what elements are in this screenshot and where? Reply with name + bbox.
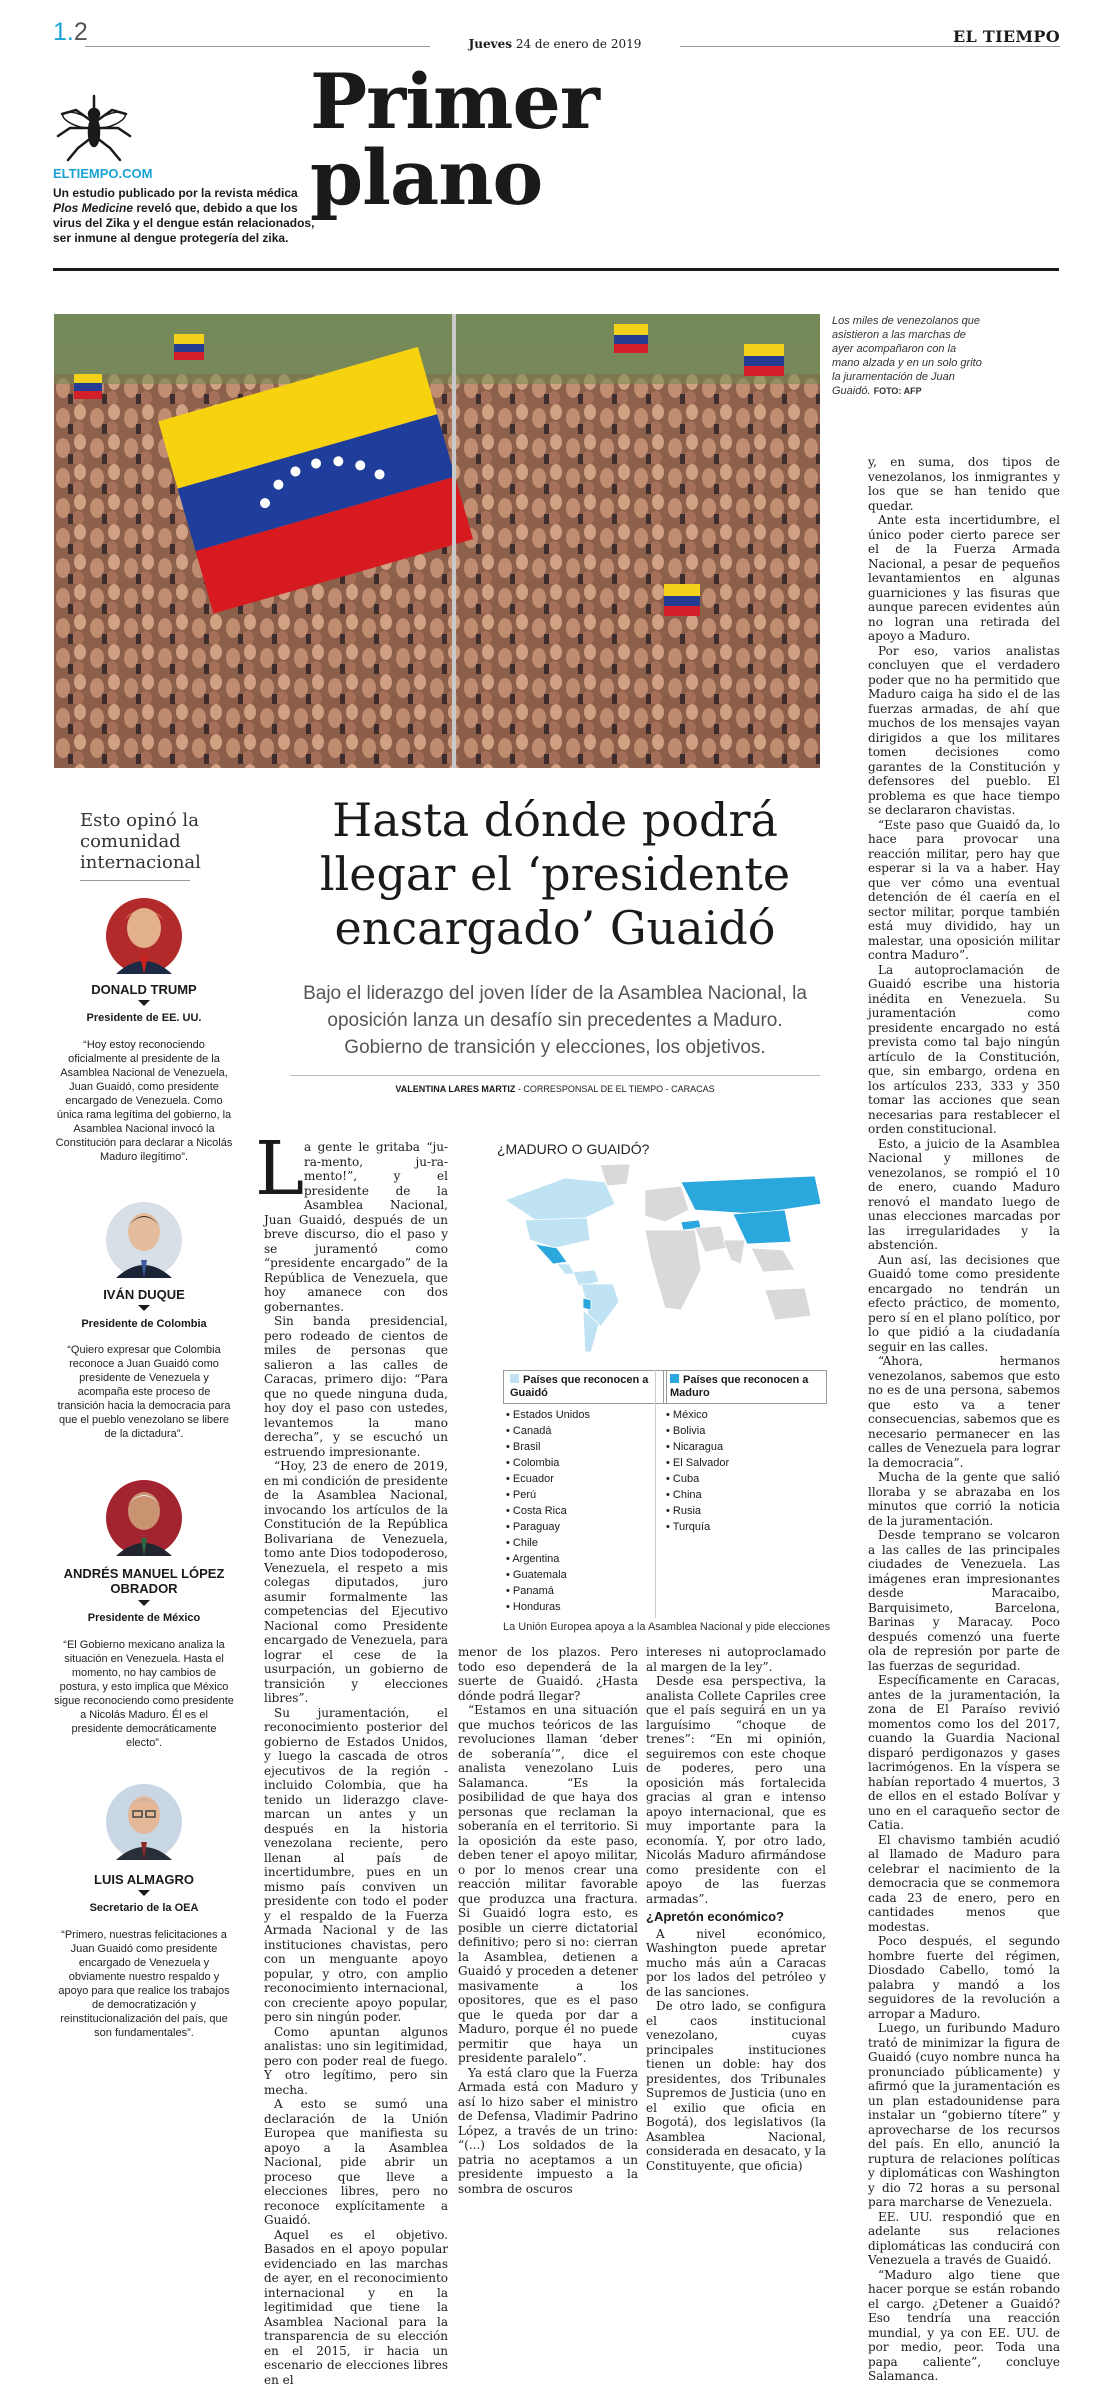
person-name: LUIS ALMAGRO — [34, 1872, 254, 1887]
paragraph: “Ahora, hermanos venezolanos, sabemos que esto no es de una persona, sabemos que esto va a tener consecuencias, sabemos que es necesario permanecer en las calles de Venezuela para lograr la democracia”. — [868, 1354, 1060, 1470]
paragraph: “Este paso que Guaidó da, lo hace para provocar una reacción militar, pero hay que esperar si la va a haber. Hay que ver cómo una eventual detención de él caería en el sector militar, porque también está muy dividido, hay un malestar, una oposición militar contra Maduro”. — [868, 818, 1060, 963]
divider-triangle-icon — [138, 1600, 150, 1606]
portrait-lopez-obrador — [106, 1480, 182, 1556]
paragraph: Por eso, varios analistas concluyen que el verdadero poder que no ha permitido que Maduro caiga ha sido el de las fuerzas armadas, de ahí que muchos de los mensajes vayan dirigidos a que los militares tomen decisiones como garantes de la Constitución y defensores del pueblo. El problema es que hace tiempo se declararon chavistas. — [868, 644, 1060, 818]
country-item: • Ecuador — [506, 1471, 646, 1487]
paragraph: Ya está claro que la Fuerza Armada está con Maduro y así lo hizo saber el ministro de Defensa, Vladimir Padrino López, a través de un trino: “(...) Los soldados de la patria no aceptamos a un presidente impuesto a la sombra de oscuros — [458, 2066, 638, 2197]
drop-cap: L — [255, 1134, 304, 1204]
map-title: ¿MADURO O GUAIDÓ? — [497, 1141, 649, 1157]
paragraph: Luego, un furibundo Maduro trató de minimizar la figura de Guaidó (cuyo nombre nunca ha pronunciado públicamente) y afirmó que la juramentación es un plan estadounidense para instalar un “gobierno títere” y aprovecharse de los recursos del país. En ello, anunció la ruptura de relaciones políticas y diplomáticas con Washington y dio 72 horas a su personal para marcharse de Venezuela. — [868, 2021, 1060, 2210]
divider-triangle-icon — [138, 1305, 150, 1311]
paragraph: Desde esa perspectiva, la analista Collete Capriles cree que el país seguirá en un ya larguísimo “choque de trenes”: “En mi opinión, seguiremos con este choque de poderes, pero una oposición más fortalecida gracias al gran e intenso apoyo internacional, que es muy importante para la economía. Y, por otro lado, Nicolás Maduro afirmándose como presidente con el apoyo de las fuerzas armadas”. — [646, 1674, 826, 1906]
person-quote: “El Gobierno mexicano analiza la situación en Venezuela. Hasta el momento, no hay cambios de postura, y esto implica que México sigue reconociendo como presidente a Nicolás Maduro. Él es el presidente democráticamente electo”. — [54, 1638, 234, 1750]
country-item: • Guatemala — [506, 1567, 646, 1583]
australia-region — [765, 1288, 811, 1320]
byline: VALENTINA LARES MARTIZ - CORRESPONSAL DE EL TIEMPO - CARACAS — [290, 1084, 820, 1094]
portrait-almagro — [106, 1784, 182, 1860]
person-role: Presidente de Colombia — [34, 1318, 254, 1330]
india-region — [723, 1240, 745, 1264]
maduro-country-list — [666, 1407, 806, 1535]
paragraph: y, en suma, dos tipos de venezolanos, los inmigrantes y los que se han tenido que quedar. — [868, 455, 1060, 513]
paragraph: Poco después, el segundo hombre fuerte del régimen, Diosdado Cabello, tomó la palabra y mandó a los seguidores de la revolución a arropar a Maduro. — [868, 1934, 1060, 2021]
country-item: • Costa Rica — [506, 1503, 646, 1519]
europe-region — [645, 1186, 689, 1222]
paragraph: Ante esta incertidumbre, el único poder cierto parece ser el de la Fuerza Armada Nacional, a pesar de pequeños levantamientos en algunas guarniciones y las fisuras que aunque parecen evidentes aún no logran una retirada del apoyo a Maduro. — [868, 513, 1060, 644]
central-america-region — [557, 1264, 575, 1274]
country-item: • Turquía — [666, 1519, 806, 1535]
legend-swatch-guaido — [510, 1374, 519, 1383]
country-item: • Brasil — [506, 1439, 646, 1455]
page-number: 1.2 — [53, 18, 88, 47]
legend-swatch-maduro — [670, 1374, 679, 1383]
divider-triangle-icon — [138, 1000, 150, 1006]
paragraph: Desde temprano se volcaron a las calles de las principales ciudades de Venezuela. Las imágenes eran impresionantes desde Maracaibo, Barquisimeto, Barcelona, Barinas y Maracay. Poco después comenzó una fuerte ola de represión por parte de las fuerzas de seguridad. — [868, 1528, 1060, 1673]
paragraph: La autoproclamación de Guaidó escribe una historia inédita en Venezuela. Su juramentación como presidente encargado no está prevista como tal bajo ningún artículo de la Constitución, que, sin embargo, ordena en los artículos 233, 333 y 350 tomar las acciones que sean necesarias para restablecer el orden constitucional. — [868, 963, 1060, 1137]
person-role: Presidente de México — [34, 1612, 254, 1624]
promo-text: Un estudio publicado por la revista médica Plos Medicine reveló que, debido a que los virus del Zika y el dengue están relacionados, ser inmune al dengue protegería del zika. — [53, 186, 323, 246]
header-divider — [53, 268, 1059, 271]
map-divider — [655, 1370, 656, 1618]
venezuela-colombia-region — [573, 1270, 599, 1286]
map-footnote: La Unión Europea apoya a la Asamblea Nacional y pide elecciones — [503, 1621, 843, 1633]
country-item: • China — [666, 1487, 806, 1503]
article-column-3 — [646, 1645, 826, 2075]
section-title: Primer plano — [310, 64, 810, 216]
mexico-region — [535, 1244, 567, 1264]
country-item: • Rusia — [666, 1503, 806, 1519]
header-rule-right — [680, 46, 1060, 47]
article-subhead: Bajo el liderazgo del joven líder de la Asamblea Nacional, la oposición lanza un desafío sin precedentes a Maduro. Gobierno de transición y elecciones, los objetivos. — [290, 980, 820, 1061]
site-link[interactable]: ELTIEMPO.COM — [53, 166, 152, 181]
paragraph: De otro lado, se configura el caos institucional venezolano, cuyas principales instituciones tienen un doble: hay dos presidentes, dos Tribunales Supremos de Justicia (uno en el exilio que oficia en Bogotá), dos legislativos (la Asamblea Nacional, considerada en desacato, y la Constituyente, que oficia) — [646, 1999, 826, 2173]
byline-rule — [290, 1075, 820, 1076]
country-item: • México — [666, 1407, 806, 1423]
country-item: • Canadá — [506, 1423, 646, 1439]
paragraph: Sin banda presidencial, pero rodeado de cientos de miles de personas que salieron a las calles de Caracas, primero dijo: “Para que no quede ninguna duda, hoy doy el paso con ustedes, levantemos la mano derecha”, y se escuchó un estruendo impresionante. — [264, 1314, 448, 1459]
paragraph: Mucha de la gente que salió lloraba y se abrazaba en los minutos que corrió la noticia de la juramentación. — [868, 1470, 1060, 1528]
person-quote: “Hoy estoy reconociendo oficialmente al presidente de la Asamblea Nacional de Venezuela, Juan Guaidó, como presidente encargado de Venezuela. Como única rama legítima del gobierno, la Asamblea Nacional invocó la Constitución para declarar a Nicolás Maduro ilegítimo”. — [54, 1038, 234, 1164]
person-role: Presidente de EE. UU. — [34, 1012, 254, 1024]
country-item: • Cuba — [666, 1471, 806, 1487]
person-name: DONALD TRUMP — [34, 982, 254, 997]
paragraph: a gente le gritaba “ju-ra-mento, ju-ra-mento!”, y el presidente de la Asamblea Nacional, Juan Guaidó, después de un breve discurso, dio el paso y se juramentó como “presidente encargado” de la República de Venezuela, que hoy amanece con dos gobernantes. — [264, 1140, 448, 1314]
country-item: • Chile — [506, 1535, 646, 1551]
paragraph: menor de los plazos. Pero todo eso dependerá de la suerte de Guaidó. ¿Hasta dónde podrá llegar? — [458, 1645, 638, 1703]
southeast-asia-region — [751, 1248, 795, 1272]
country-item: • El Salvador — [666, 1455, 806, 1471]
country-item: • Colombia — [506, 1455, 646, 1471]
sidebar-rule — [80, 880, 190, 881]
header-rule-left — [85, 46, 430, 47]
paragraph: A nivel económico, Washington puede apretar mucho más aún a Caracas por los lados del petróleo y de las sanciones. — [646, 1927, 826, 2000]
paragraph: Su juramentación, el reconocimiento posterior del gobierno de Estados Unidos, y luego la cascada de otros ejecutivos de la región -incluido Colombia, que ha tenido un liderazgo clave- marcan un antes y un después en la historia venezolana reciente, pero llenan al país de incertidumbre, pues en un mismo país conviven un presidente con todo el poder y el respaldo de la Fuerza Armada Nacional y de las instituciones chavistas, pero con un menguante apoyo popular, y otro, con amplio reconocimiento internacional, con creciente apoyo popular, pero sin ningún poder. — [264, 1706, 448, 2025]
paragraph: “Maduro algo tiene que hacer porque se están robando el cargo. ¿Detener a Guaidó? Eso tendría una reacción mundial, y ya con EE. UU. de por medio, peor. Toda una papa caliente”, concluye Salamanca. — [868, 2268, 1060, 2384]
mosquito-icon — [54, 92, 134, 162]
portrait-trump — [106, 898, 182, 974]
country-item: • Honduras — [506, 1599, 646, 1615]
paragraph: EE. UU. respondió que en adelante sus relaciones diplomáticas las conducirá con Venezuela a través de Guaidó. — [868, 2210, 1060, 2268]
africa-region — [645, 1230, 701, 1310]
country-item: • Paraguay — [506, 1519, 646, 1535]
country-item: • Estados Unidos — [506, 1407, 646, 1423]
article-headline: Hasta dónde podrá llegar el ‘presidente encargado’ Guaidó — [290, 793, 820, 955]
article-column-4 — [868, 455, 1060, 2075]
china-region — [733, 1210, 791, 1244]
article-column-2 — [458, 1645, 638, 2075]
country-item: • Perú — [506, 1487, 646, 1503]
paragraph: A esto se sumó una declaración de la Unión Europea que manifiesta su apoyo a la Asamblea Nacional, pide abrir un proceso que lleve a elecciones libres, pero no reconoce explícitamente a Guaidó. — [264, 2097, 448, 2228]
portrait-duque — [106, 1202, 182, 1278]
newspaper-brand: EL TIEMPO — [953, 27, 1060, 46]
issue-date: Jueves 24 de enero de 2019 — [430, 37, 680, 51]
person-name: IVÁN DUQUE — [34, 1287, 254, 1302]
sidebar-title: Esto opinó la comunidad internacional — [80, 810, 230, 873]
photo-caption: Los miles de venezolanos que asistieron a las marchas de ayer acompañaron con la mano alzada y en un solo grito la juramentación de Juan Guaidó. FOTO: AFP — [832, 314, 982, 398]
country-item: • Bolivia — [666, 1423, 806, 1439]
middle-east-region — [695, 1226, 727, 1252]
legend-maduro: Países que reconocen a Maduro — [663, 1370, 827, 1404]
paragraph: Aun así, las decisiones que Guaidó tome como presidente encargado no tendrán un efecto práctico, de momento, pero sí en el plano político, por lo que pidió a la ciudadanía seguir en las calles. — [868, 1253, 1060, 1355]
guaido-country-list — [506, 1407, 646, 1615]
country-item: • Panamá — [506, 1583, 646, 1599]
usa-region — [525, 1218, 590, 1248]
country-item: • Nicaragua — [666, 1439, 806, 1455]
person-role: Secretario de la OEA — [34, 1902, 254, 1914]
country-item: • Argentina — [506, 1551, 646, 1567]
article-column-1 — [264, 1140, 448, 2078]
paragraph: Como apuntan algunos analistas: uno sin legitimidad, pero con poder real de fuego. Y otro legítimo, pero sin mecha. — [264, 2025, 448, 2098]
legend-guaido: Países que reconocen a Guaidó — [503, 1370, 667, 1404]
paragraph: “Estamos en una situación que muchos teóricos de las revoluciones llaman ‘deber de soberanía’”, dice el analista venezolano Luis Salamanca. “Es la posibilidad de que haya dos personas que reclaman la soberanía en el territorio. Si la oposición da este paso, deben tener el apoyo militar, o por lo menos crear una reacción militar favorable que produzca una fractura. Si Guaidó logra esto, es posible un cierre dictatorial definitivo; pero si no: cierran la Asamblea, detienen a Guaidó y proceden a detener masivamente a los opositores, que es el paso que le queda por dar a Maduro, porque él no puede permitir que haya un presidente paralelo”. — [458, 1703, 638, 2066]
subheading: ¿Apretón económico? — [646, 1910, 826, 1925]
paragraph: “Hoy, 23 de enero de 2019, en mi condición de presidente de la Asamblea Nacional, invocando los artículos de la Constitución de la República Bolivariana de Venezuela, tomo ante Dios todopoderoso, Venezuela, el respeto a mis colegas diputados, juro asumir formalmente las competencias del Ejecutivo Nacional como Presidente encargado de Venezuela, para lograr el cese de la usurpación, un gobierno de transición y elecciones libres”. — [264, 1459, 448, 1706]
paragraph: Específicamente en Caracas, antes de la juramentación, la zona de El Paraíso revivió momentos como los del 2017, cuando la Guardia Nacional disparó perdigonazos y gases lacrimógenos. En la víspera se habían reportado 4 muertos, 3 de ellos en el estado Bolívar y uno en el caraqueño sector de Catia. — [868, 1673, 1060, 1833]
person-quote: “Primero, nuestras felicitaciones a Juan Guaidó como presidente encargado de Venezuela y obviamente nuestro respaldo y apoyo para que realice los trabajos de democratización y reinstitucionalización del país, que son fundamentales”. — [54, 1928, 234, 2040]
crowd-flag-photo — [54, 314, 820, 768]
paragraph: Aquel es el objetivo. Basados en el apoyo popular evidenciado en las marchas de ayer, en el reconocimiento internacional y en la legitimidad que tiene la Asamblea Nacional para la transparencia de su elección en el 2015, ir hacia un escenario de elecciones libres en el — [264, 2228, 448, 2387]
paragraph: intereses ni autoproclamado al margen de la ley”. — [646, 1645, 826, 1674]
person-name: ANDRÉS MANUEL LÓPEZ OBRADOR — [34, 1566, 254, 1596]
paragraph: Esto, a juicio de la Asamblea Nacional y millones de venezolanos, se rompió el 10 de enero, cuando Maduro renovó el mandato luego de unas elecciones marcadas por las irregularidades y la abstención. — [868, 1137, 1060, 1253]
person-quote: “Quiero expresar que Colombia reconoce a Juan Guaidó como presidente de Venezuela y acompaña este proceso de transición hacia la democracia para que el pueblo venezolano se libere de la dictadura”. — [54, 1343, 234, 1441]
canada-region — [505, 1178, 615, 1220]
russia-region — [681, 1176, 821, 1214]
divider-triangle-icon — [138, 1890, 150, 1896]
world-map — [495, 1160, 825, 1360]
paragraph: El chavismo también acudió al llamado de Maduro para celebrar el nacimiento de la democracia que se conmemora cada 23 de enero, pero en cantidades menos que modestas. — [868, 1833, 1060, 1935]
bolivia-region — [583, 1298, 591, 1310]
